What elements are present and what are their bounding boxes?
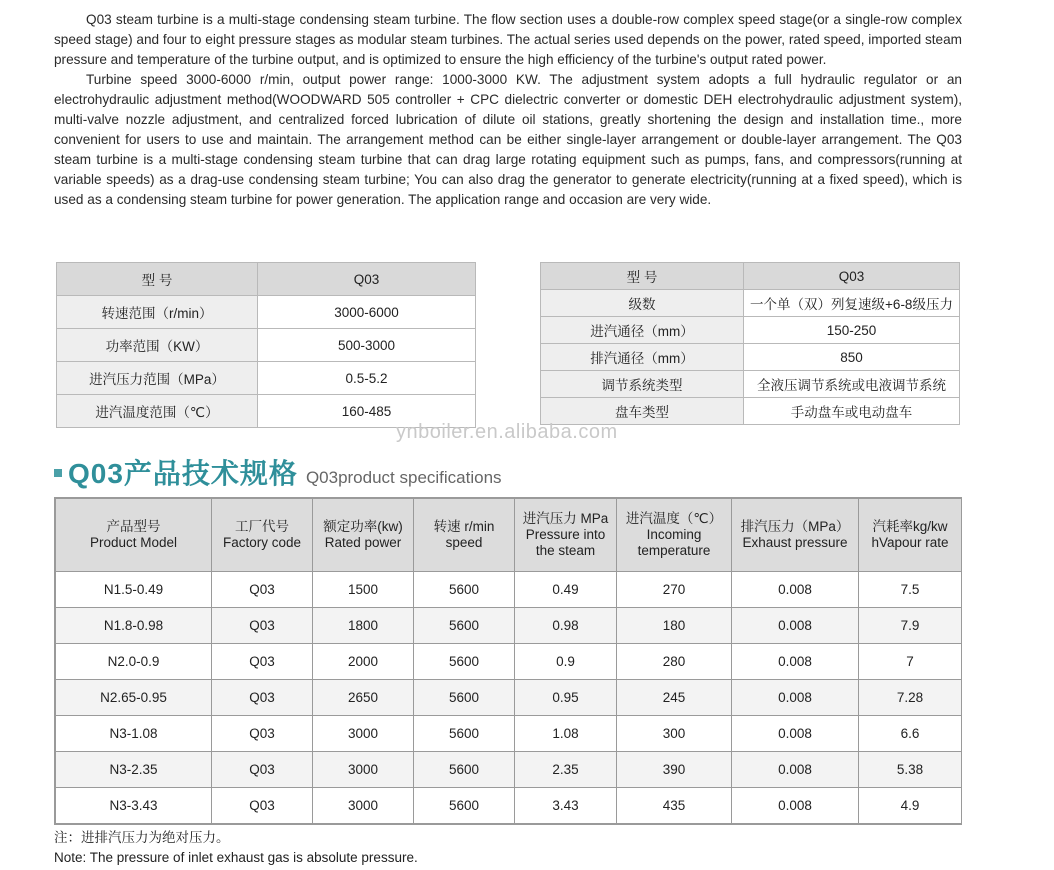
spec-value-cell: 150-250 (744, 317, 960, 344)
section-title-en: Q03product specifications (305, 468, 502, 487)
spec-row (541, 317, 960, 344)
table-cell: 180 (617, 608, 732, 644)
table-row (56, 572, 962, 608)
spec-row (541, 371, 960, 398)
header-line: Rated power (324, 535, 402, 550)
header-line: temperature (637, 543, 711, 558)
table-cell: 5.38 (859, 752, 962, 788)
table-cell: 5600 (414, 572, 515, 608)
table-cell: Q03 (212, 752, 313, 788)
table-cell: N3-1.08 (56, 716, 212, 752)
table-cell: 2.35 (515, 752, 617, 788)
table-cell: 5600 (414, 680, 515, 716)
table-row (56, 788, 962, 824)
table-cell: 2650 (313, 680, 414, 716)
table-cell: 5600 (414, 752, 515, 788)
spec-value-cell: 500-3000 (258, 329, 476, 362)
spec-label-cell: 排汽通径（mm） (541, 344, 744, 371)
spec-header-row (57, 263, 476, 296)
table-cell: N3-2.35 (56, 752, 212, 788)
product-spec-table (55, 498, 962, 824)
table-cell: 0.98 (515, 608, 617, 644)
table-cell: 3000 (313, 788, 414, 824)
table-cell: 3000 (313, 752, 414, 788)
spec-row (541, 344, 960, 371)
header-line: 汽耗率kg/kw (872, 519, 948, 534)
spec-value-cell: 850 (744, 344, 960, 371)
table-cell: 7 (859, 644, 962, 680)
table-cell: 0.008 (732, 788, 859, 824)
table-cell: 3000 (313, 716, 414, 752)
header-line: 产品型号 (106, 519, 161, 534)
table-cell: Q03 (212, 680, 313, 716)
table-cell: 245 (617, 680, 732, 716)
spec-value-cell: 一个单（双）列复速级+6-8级压力 (744, 290, 960, 317)
intro-paragraph-1: Q03 steam turbine is a multi-stage condensing steam turbine. The flow section uses a double-row complex speed stage(or a single-row complex speed stage) and four to eight pressure stages as modular steam turbines. The actual series used depends on the power, rated speed, imported steam pressure and temperature of the turbine output, and is optimized to ensure the high efficiency of the turbine's output rated power. (54, 12, 962, 67)
table-cell: 0.008 (732, 608, 859, 644)
table-cell: 7.28 (859, 680, 962, 716)
product-table-header-row (56, 499, 962, 572)
table-cell: 0.9 (515, 644, 617, 680)
table-cell: 5600 (414, 788, 515, 824)
header-line: 进汽温度（℃） (625, 511, 723, 526)
header-line: 额定功率(kw) (323, 519, 403, 534)
table-cell: 7.5 (859, 572, 962, 608)
header-line: the steam (535, 543, 596, 558)
spec-row (57, 329, 476, 362)
table-cell: N2.65-0.95 (56, 680, 212, 716)
spec-row (541, 290, 960, 317)
bullet-square-icon (54, 469, 62, 477)
table-cell: 0.008 (732, 572, 859, 608)
table-row (56, 716, 962, 752)
table-cell: 5600 (414, 644, 515, 680)
spec-label-cell: 进汽温度范围（℃） (57, 395, 258, 428)
product-table-header-cell (732, 499, 859, 572)
spec-header-cell: Q03 (744, 263, 960, 290)
spec-value-cell: 手动盘车或电动盘车 (744, 398, 960, 425)
header-line: Incoming (646, 527, 702, 542)
product-table-header-cell (859, 499, 962, 572)
table-row (56, 752, 962, 788)
header-line: Factory code (222, 535, 302, 550)
product-table-header-cell (212, 499, 313, 572)
header-line: 转速 r/min (433, 519, 495, 534)
spec-value-cell: 160-485 (258, 395, 476, 428)
table-cell: 0.008 (732, 752, 859, 788)
spec-header-cell: Q03 (258, 263, 476, 296)
table-cell: 1.08 (515, 716, 617, 752)
table-cell: 280 (617, 644, 732, 680)
spec-header-cell: 型 号 (541, 263, 744, 290)
table-cell: 0.008 (732, 680, 859, 716)
table-cell: 5600 (414, 716, 515, 752)
table-cell: Q03 (212, 716, 313, 752)
header-line: 排汽压力（MPa） (740, 519, 850, 534)
header-line: Exhaust pressure (742, 535, 848, 550)
table-cell: N1.5-0.49 (56, 572, 212, 608)
header-line: 工厂代号 (235, 519, 289, 534)
table-cell: Q03 (212, 788, 313, 824)
spec-value-cell: 0.5-5.2 (258, 362, 476, 395)
table-cell: 0.49 (515, 572, 617, 608)
table-cell: 0.008 (732, 644, 859, 680)
spec-label-cell: 级数 (541, 290, 744, 317)
table-cell: 7.9 (859, 608, 962, 644)
header-line: Pressure into (525, 527, 606, 542)
spec-table-right (540, 262, 960, 425)
intro-paragraph-2: Turbine speed 3000-6000 r/min, output power range: 1000-3000 KW. The adjustment system adopts a full hydraulic regulator or an electrohydraulic adjustment method(WOODWARD 505 controller + CPC dielectric converter or domestic DEH electrohydraulic adjustment system), multi-valve nozzle adjustment, and centralized forced lubrication of dilute oil stations, greatly shortening the design and installation time., more convenient for users to use and maintain. The arrangement method can be either single-layer arrangement or double-layer arrangement. The Q03 steam turbine is a multi-stage condensing steam turbine that can drag large rotating equipment such as pumps, fans, and compressors(running at variable speeds) as a drag-use condensing steam turbine; You can also drag the generator to generate electricity(running at a fixed speed), which is used as a condensing steam turbine for power generation. The application range and occasion are very wide. (54, 72, 962, 207)
intro-text (54, 10, 962, 210)
product-spec-table-frame (54, 497, 962, 825)
product-table-header-cell (515, 499, 617, 572)
section-title-cn: Q03产品技术规格 (68, 458, 298, 489)
note-cn: 注：进排汽压力为绝对压力。 (54, 830, 230, 845)
spec-value-cell: 全液压调节系统或电液调节系统 (744, 371, 960, 398)
product-table-header-cell (56, 499, 212, 572)
spec-label-cell: 进汽压力范围（MPa） (57, 362, 258, 395)
watermark: ynboiler.en.alibaba.com (396, 421, 618, 443)
table-cell: 0.95 (515, 680, 617, 716)
spec-table-left (56, 262, 476, 428)
table-cell: 300 (617, 716, 732, 752)
table-cell: 4.9 (859, 788, 962, 824)
table-cell: 3.43 (515, 788, 617, 824)
table-cell: Q03 (212, 608, 313, 644)
table-row (56, 644, 962, 680)
spec-label-cell: 进汽通径（mm） (541, 317, 744, 344)
spec-value-cell: 3000-6000 (258, 296, 476, 329)
product-table-header-cell (414, 499, 515, 572)
section-title (54, 452, 502, 492)
spec-row (57, 296, 476, 329)
table-cell: Q03 (212, 572, 313, 608)
product-table-header-cell (313, 499, 414, 572)
table-cell: 1500 (313, 572, 414, 608)
table-cell: 2000 (313, 644, 414, 680)
table-cell: N3-3.43 (56, 788, 212, 824)
table-cell: 435 (617, 788, 732, 824)
product-table-header-cell (617, 499, 732, 572)
spec-label-cell: 转速范围（r/min） (57, 296, 258, 329)
table-row (56, 680, 962, 716)
spec-header-cell: 型 号 (57, 263, 258, 296)
spec-label-cell: 调节系统类型 (541, 371, 744, 398)
spec-header-row (541, 263, 960, 290)
header-line: speed (445, 535, 483, 550)
table-cell: N2.0-0.9 (56, 644, 212, 680)
spec-label-cell: 功率范围（KW） (57, 329, 258, 362)
header-line: hVapour rate (871, 535, 949, 550)
table-cell: Q03 (212, 644, 313, 680)
note-en: Note: The pressure of inlet exhaust gas is absolute pressure. (54, 850, 418, 865)
table-cell: 5600 (414, 608, 515, 644)
table-cell: 6.6 (859, 716, 962, 752)
table-cell: 1800 (313, 608, 414, 644)
spec-label-cell: 盘车类型 (541, 398, 744, 425)
header-line: 进汽压力 MPa (522, 511, 609, 526)
spec-row (57, 362, 476, 395)
header-line: Product Model (89, 535, 178, 550)
table-cell: N1.8-0.98 (56, 608, 212, 644)
table-cell: 0.008 (732, 716, 859, 752)
table-row (56, 608, 962, 644)
table-cell: 390 (617, 752, 732, 788)
table-cell: 270 (617, 572, 732, 608)
